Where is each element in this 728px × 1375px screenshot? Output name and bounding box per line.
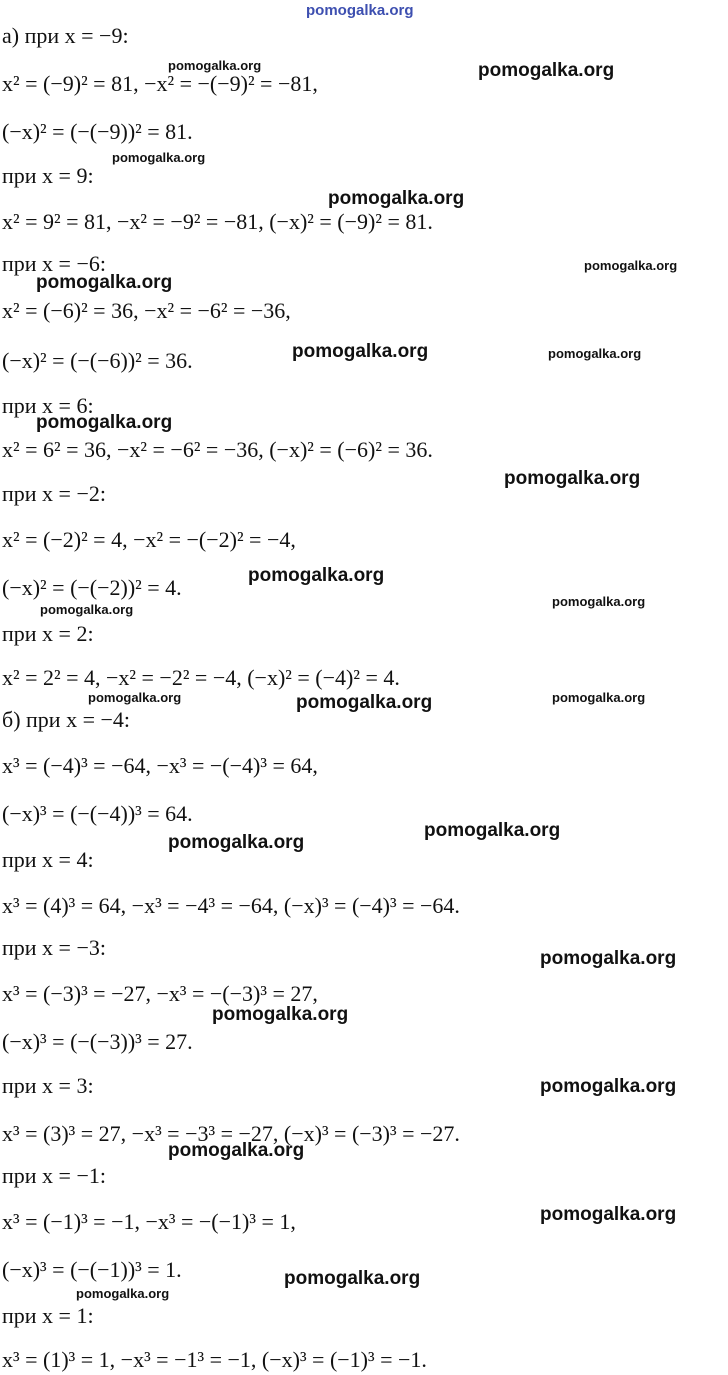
watermark: pomogalka.org <box>540 1076 677 1097</box>
watermark: pomogalka.org <box>212 1004 349 1025</box>
watermark: pomogalka.org <box>168 58 262 73</box>
solution-line: x² = (−6)² = 36, −x² = −6² = −36, <box>2 298 291 323</box>
solution-line: б) при x = −4: <box>2 707 130 732</box>
solution-line: (−x)² = (−(−9))² = 81. <box>2 119 193 144</box>
watermark: pomogalka.org <box>36 272 173 293</box>
watermark: pomogalka.org <box>248 565 385 586</box>
solution-line: при x = 6: <box>2 393 94 418</box>
watermark: pomogalka.org <box>168 1140 305 1161</box>
solution-line: x³ = (−1)³ = −1, −x³ = −(−1)³ = 1, <box>2 1209 296 1234</box>
watermark: pomogalka.org <box>584 258 678 273</box>
watermark: pomogalka.org <box>76 1286 170 1301</box>
watermark: pomogalka.org <box>112 150 206 165</box>
header-watermark: pomogalka.org <box>306 2 414 19</box>
watermark: pomogalka.org <box>424 820 561 841</box>
watermark: pomogalka.org <box>504 468 641 489</box>
watermark: pomogalka.org <box>552 594 646 609</box>
watermark: pomogalka.org <box>36 412 173 433</box>
watermark: pomogalka.org <box>548 346 642 361</box>
solution-line: при x = −6: <box>2 251 106 276</box>
solution-line: при x = 2: <box>2 621 94 646</box>
solution-line: x³ = (−4)³ = −64, −x³ = −(−4)³ = 64, <box>2 753 318 778</box>
watermark: pomogalka.org <box>292 341 429 362</box>
solution-line: x² = (−2)² = 4, −x² = −(−2)² = −4, <box>2 527 296 552</box>
watermark: pomogalka.org <box>328 188 465 209</box>
watermark: pomogalka.org <box>284 1268 421 1289</box>
solution-line: x³ = (4)³ = 64, −x³ = −4³ = −64, (−x)³ = (−4)³ = −64. <box>2 893 460 918</box>
watermark: pomogalka.org <box>88 690 182 705</box>
solution-line: при x = 3: <box>2 1073 94 1098</box>
watermark: pomogalka.org <box>478 60 615 81</box>
solution-line: x² = (−9)² = 81, −x² = −(−9)² = −81, <box>2 71 318 96</box>
solution-line: (−x)³ = (−(−3))³ = 27. <box>2 1029 193 1054</box>
watermark: pomogalka.org <box>540 1204 677 1225</box>
solution-line: а) при x = −9: <box>2 23 129 48</box>
solution-line: x³ = (−3)³ = −27, −x³ = −(−3)³ = 27, <box>2 981 318 1006</box>
watermark: pomogalka.org <box>40 602 134 617</box>
watermark: pomogalka.org <box>540 948 677 969</box>
solution-line: x³ = (3)³ = 27, −x³ = −3³ = −27, (−x)³ = (−3)³ = −27. <box>2 1121 460 1146</box>
solution-line: (−x)³ = (−(−1))³ = 1. <box>2 1257 182 1282</box>
watermark: pomogalka.org <box>296 692 433 713</box>
solution-line: x² = 2² = 4, −x² = −2² = −4, (−x)² = (−4)² = 4. <box>2 665 400 690</box>
solution-line: x² = 6² = 36, −x² = −6² = −36, (−x)² = (−6)² = 36. <box>2 437 433 462</box>
solution-line: при x = 1: <box>2 1303 94 1328</box>
solution-line: x² = 9² = 81, −x² = −9² = −81, (−x)² = (−9)² = 81. <box>2 209 433 234</box>
solution-line: (−x)² = (−(−2))² = 4. <box>2 575 182 600</box>
solution-line: при x = −2: <box>2 481 106 506</box>
solution-line: при x = −3: <box>2 935 106 960</box>
watermark: pomogalka.org <box>168 832 305 853</box>
solution-line: (−x)³ = (−(−4))³ = 64. <box>2 801 193 826</box>
solution-line: при x = 9: <box>2 163 94 188</box>
watermark: pomogalka.org <box>552 690 646 705</box>
solution-line: x³ = (1)³ = 1, −x³ = −1³ = −1, (−x)³ = (−1)³ = −1. <box>2 1347 427 1372</box>
solution-line: при x = −1: <box>2 1163 106 1188</box>
solution-line: (−x)² = (−(−6))² = 36. <box>2 348 193 373</box>
solution-line: при x = 4: <box>2 847 94 872</box>
